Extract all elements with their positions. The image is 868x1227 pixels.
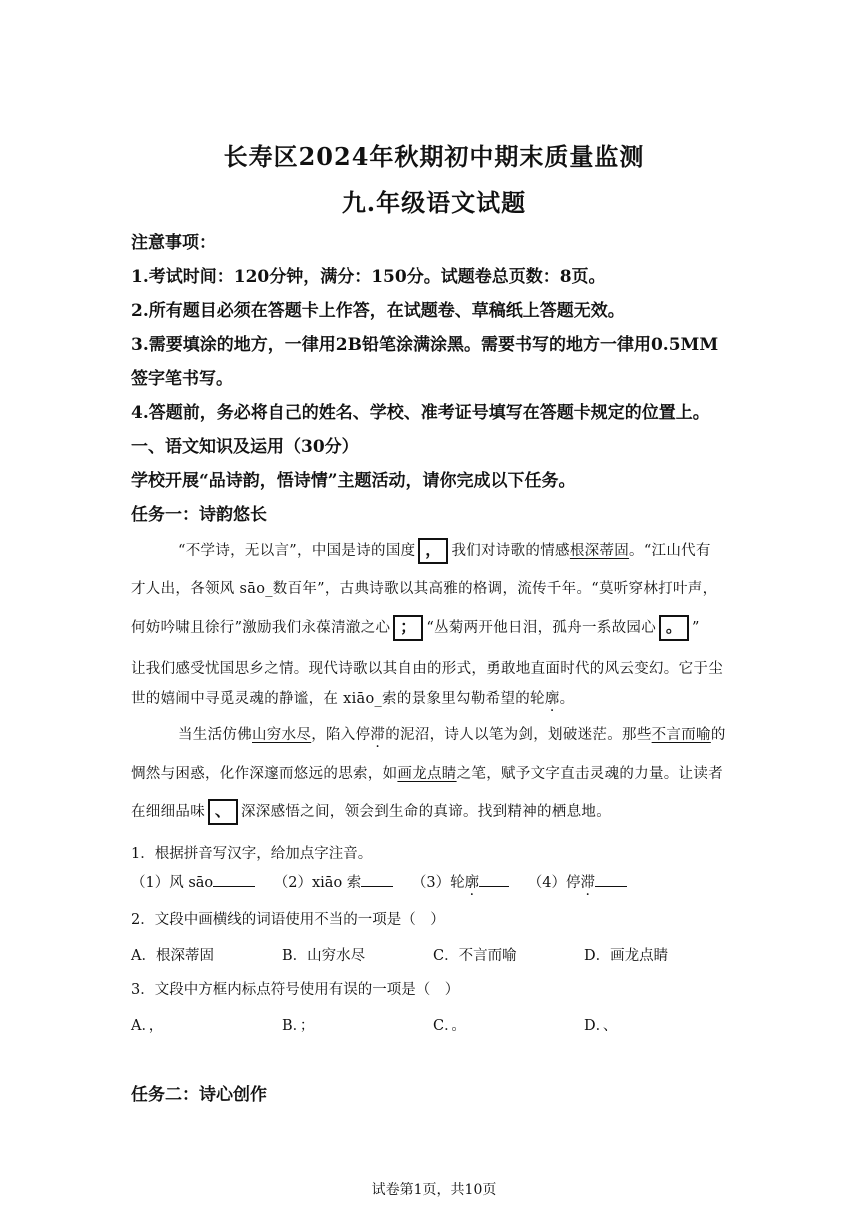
question-1-items bbox=[131, 871, 627, 892]
task-1-heading: 任务一：诗韵悠长 bbox=[131, 505, 267, 525]
passage-text: 深深感悟之间，领会到生命的真谛。找到精神的栖息地。 bbox=[241, 804, 611, 820]
passage-line bbox=[178, 723, 726, 744]
passage-text: 的 bbox=[710, 727, 726, 743]
q2-option-d: D．画龙点睛 bbox=[584, 948, 669, 964]
dotted-character: 廓 bbox=[544, 691, 560, 707]
section-1-heading: 一、语文知识及运用（30分） bbox=[131, 437, 359, 457]
notice-item-2: 2.所有题目必须在答题卡上作答，在试题卷、草稿纸上答题无效。 bbox=[131, 301, 625, 321]
q1-item-2: （2）xiāo 索 bbox=[273, 875, 362, 891]
passage-text: 惆然与困惑，化作深邃而悠远的思索，如 bbox=[131, 766, 398, 782]
passage-line: 让我们感受忧国思乡之情。现代诗歌以其自由的形式，勇敢地直面时代的风云变幻。它于尘 bbox=[131, 661, 723, 677]
question-1-stem: 1．根据拼音写汉字，给加点字注音。 bbox=[131, 846, 373, 862]
passage-text: 当生活仿佛 bbox=[178, 727, 252, 743]
underlined-phrase: 画龙点睛 bbox=[397, 766, 457, 782]
passage-text: ” bbox=[692, 620, 700, 636]
q2-option-b: B．山穷水尽 bbox=[282, 948, 366, 964]
passage-line bbox=[131, 762, 723, 783]
q3-option-d: D．、 bbox=[584, 1018, 618, 1034]
q1-item-1: （1）风 sāo bbox=[131, 875, 214, 891]
passage-line bbox=[131, 799, 611, 825]
answer-blank bbox=[595, 872, 627, 887]
dotted-character: 滞 bbox=[370, 727, 386, 743]
answer-blank bbox=[213, 872, 255, 887]
passage-text: 我们对诗歌的情感 bbox=[451, 543, 570, 559]
q1-item-3: （3）轮 bbox=[411, 875, 465, 891]
task-2-heading: 任务二：诗心创作 bbox=[131, 1085, 267, 1105]
punctuation-box: 。 bbox=[659, 615, 689, 641]
passage-text: 。 bbox=[559, 691, 575, 707]
q1-item-4: （4）停 bbox=[527, 875, 581, 891]
passage-text: ，陷入停 bbox=[311, 727, 371, 743]
exam-subtitle: 九.年级语文试题 bbox=[341, 188, 527, 217]
notice-item-3-line2: 签字笔书写。 bbox=[131, 369, 233, 389]
passage-text: 在细细品味 bbox=[131, 804, 205, 820]
q3-option-a: A．， bbox=[131, 1018, 164, 1034]
passage-line: 才人出，各领风 sāo_数百年”，古典诗歌以其高雅的格调，流传千年。“莫听穿林打叶声， bbox=[131, 581, 718, 597]
underlined-phrase: 不言而喻 bbox=[651, 727, 711, 743]
punctuation-box: ， bbox=[418, 538, 448, 564]
page-footer: 试卷第1页，共10页 bbox=[371, 1182, 497, 1198]
underlined-phrase: 山穷水尽 bbox=[252, 727, 312, 743]
notice-item-3-line1: 3.需要填涂的地方，一律用2B铅笔涂满涂黑。需要书写的地方一律用0.5MM bbox=[131, 335, 719, 355]
passage-line bbox=[131, 687, 574, 708]
passage-text: “丛菊两开他日泪，孤舟一系故园心 bbox=[426, 620, 657, 636]
q3-option-c: C．。 bbox=[433, 1018, 466, 1034]
passage-text: “不学诗，无以言”，中国是诗的国度 bbox=[178, 543, 416, 559]
exam-title: 长寿区2024年秋期初中期末质量监测 bbox=[223, 142, 645, 171]
q2-option-a: A．根深蒂固 bbox=[131, 948, 214, 964]
punctuation-box: 、 bbox=[208, 799, 238, 825]
underlined-phrase: 根深蒂固 bbox=[569, 543, 630, 559]
passage-text: 何妨吟啸且徐行”激励我们永葆清澈之心 bbox=[131, 620, 391, 636]
notice-heading: 注意事项： bbox=[131, 233, 216, 253]
answer-blank bbox=[361, 872, 393, 887]
section-1-intro: 学校开展“品诗韵，悟诗情”主题活动，请你完成以下任务。 bbox=[131, 471, 576, 491]
answer-blank bbox=[479, 872, 509, 887]
passage-line bbox=[178, 538, 711, 564]
punctuation-box: ； bbox=[393, 615, 423, 641]
passage-text: 世的嬉闹中寻觅灵魂的静谧，在 xiāo_索的景象里勾勒希望的轮 bbox=[131, 691, 545, 707]
q3-option-b: B．； bbox=[282, 1018, 315, 1034]
question-2-stem: 2．文段中画横线的词语使用不当的一项是（ ） bbox=[131, 912, 445, 928]
dotted-character: 滞 bbox=[580, 875, 595, 891]
dotted-character: 廓 bbox=[464, 875, 480, 891]
passage-line bbox=[131, 615, 700, 641]
passage-text: 。“江山代有 bbox=[629, 543, 711, 559]
notice-item-1: 1.考试时间：120分钟，满分：150分。试题卷总页数：8页。 bbox=[131, 267, 606, 287]
notice-item-4: 4.答题前，务必将自己的姓名、学校、准考证号填写在答题卡规定的位置上。 bbox=[131, 403, 710, 423]
q2-option-c: C．不言而喻 bbox=[433, 948, 517, 964]
passage-text: 之笔，赋予文字直击灵魂的力量。让读者 bbox=[456, 766, 724, 782]
question-3-stem: 3．文段中方框内标点符号使用有误的一项是（ ） bbox=[131, 982, 460, 998]
passage-text: 的泥沼，诗人以笔为剑，划破迷茫。那些 bbox=[385, 727, 652, 743]
